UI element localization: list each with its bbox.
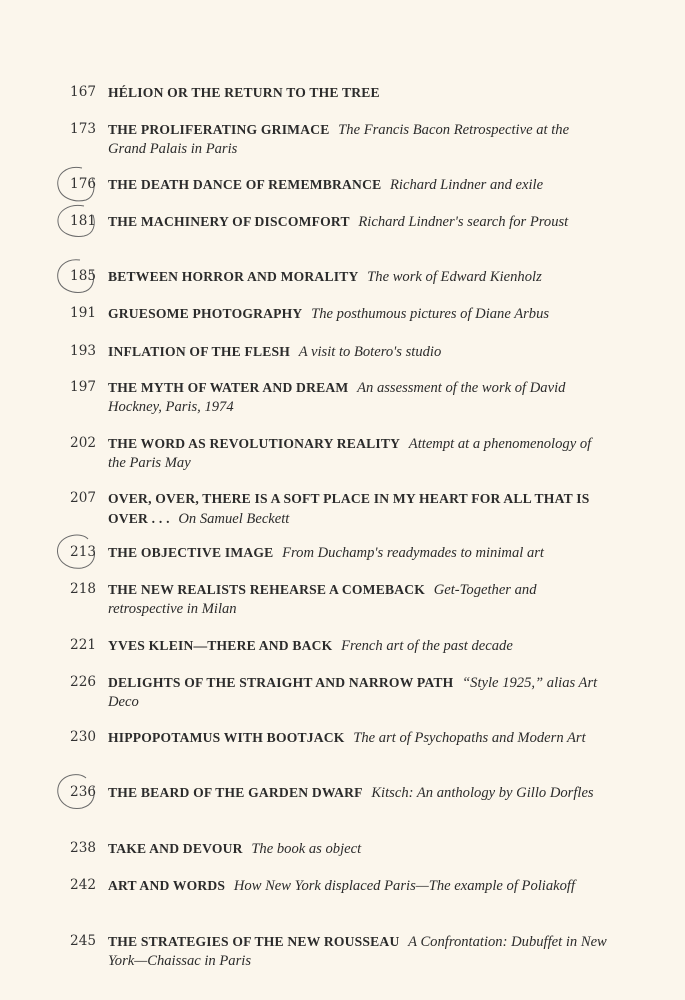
- entry-title: THE DEATH DANCE OF REMEMBRANCE: [108, 177, 382, 192]
- page-number: 193: [70, 343, 96, 359]
- entry-subtitle: The posthumous pictures of Diane Arbus: [311, 306, 550, 322]
- entry-title: BETWEEN HORROR AND MORALITY: [108, 269, 359, 284]
- entry-title: THE STRATEGIES OF THE NEW ROUSSEAU: [108, 934, 400, 949]
- page-number: 230: [70, 729, 96, 745]
- entry-subtitle: Get-Together and retrospective in Milan: [108, 582, 537, 617]
- entry-subtitle: “Style 1925,” alias Art Deco: [108, 675, 598, 710]
- page-number: 181: [70, 213, 96, 229]
- page-number: 207: [70, 490, 96, 506]
- entry-title: HÉLION OR THE RETURN TO THE TREE: [108, 85, 380, 100]
- entry-subtitle: Richard Lindner's search for Proust: [358, 214, 569, 230]
- entry-subtitle: An assessment of the work of David Hockney, Paris, 1974: [108, 380, 566, 415]
- page-number: 185: [70, 268, 96, 284]
- page-number: 221: [70, 637, 96, 653]
- page-number: 173: [70, 121, 96, 137]
- page-number: 213: [70, 544, 96, 560]
- page-number: 218: [70, 581, 96, 597]
- entry-title: THE WORD AS REVOLUTIONARY REALITY: [108, 436, 401, 451]
- entry-title: THE BEARD OF THE GARDEN DWARF: [108, 785, 363, 800]
- entry-subtitle: From Duchamp's readymades to minimal art: [282, 545, 544, 561]
- entry-subtitle: Richard Lindner and exile: [390, 177, 544, 193]
- entry-subtitle: How New York displaced Paris—The example of Poliakoff: [233, 878, 576, 894]
- entry-title: GRUESOME PHOTOGRAPHY: [108, 306, 303, 321]
- entry-title: THE MACHINERY OF DISCOMFORT: [108, 214, 350, 229]
- entry-subtitle: The Francis Bacon Retrospective at the Grand Palais in Paris: [108, 122, 570, 157]
- page-number: 238: [70, 840, 96, 856]
- entry-subtitle: The art of Psychopaths and Modern Art: [353, 730, 586, 746]
- entry-title: HIPPOPOTAMUS WITH BOOTJACK: [108, 730, 345, 745]
- page-number: 245: [70, 933, 96, 949]
- entry-subtitle: The work of Edward Kienholz: [367, 269, 542, 285]
- entry-subtitle: The book as object: [251, 841, 362, 857]
- entry-subtitle: French art of the past decade: [341, 638, 513, 654]
- entry-subtitle: On Samuel Beckett: [178, 511, 290, 527]
- page-number: 176: [70, 176, 96, 192]
- entry-title: YVES KLEIN—THERE AND BACK: [108, 638, 333, 653]
- entry-title: DELIGHTS OF THE STRAIGHT AND NARROW PATH: [108, 675, 454, 690]
- entry-title: OVER, OVER, THERE IS A SOFT PLACE IN MY HEART FOR ALL THAT IS OVER . . .: [108, 491, 590, 526]
- page-number: 226: [70, 674, 96, 690]
- entry-title: THE OBJECTIVE IMAGE: [108, 545, 274, 560]
- entry-title: ART AND WORDS: [108, 878, 226, 893]
- entry-subtitle: Attempt at a phenomenology of the Paris May: [108, 436, 592, 471]
- entry-title: TAKE AND DEVOUR: [108, 841, 243, 856]
- entry-title: THE MYTH OF WATER AND DREAM: [108, 380, 349, 395]
- entry-subtitle: Kitsch: An anthology by Gillo Dorfles: [371, 785, 594, 801]
- entry-subtitle: A visit to Botero's studio: [298, 344, 442, 360]
- entry-subtitle: A Confrontation: Dubuffet in New York—Chaissac in Paris: [108, 934, 607, 969]
- page-number: 202: [70, 435, 96, 451]
- page-number: 167: [70, 84, 96, 100]
- page-number: 191: [70, 305, 96, 321]
- page-number: 197: [70, 379, 96, 395]
- entry-title: INFLATION OF THE FLESH: [108, 344, 291, 359]
- entry-title: THE PROLIFERATING GRIMACE: [108, 122, 330, 137]
- page-number: 242: [70, 877, 96, 893]
- page-number: 236: [70, 784, 96, 800]
- entry-title: THE NEW REALISTS REHEARSE A COMEBACK: [108, 582, 426, 597]
